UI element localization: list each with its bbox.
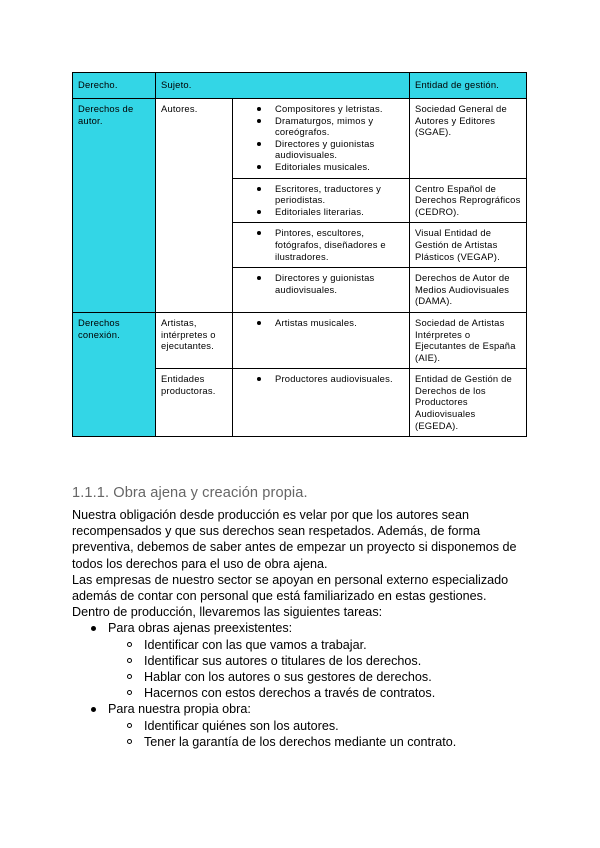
paragraph: Dentro de producción, llevaremos las siguientes tareas: bbox=[72, 605, 383, 620]
task-group bbox=[108, 701, 542, 750]
list-item: Compositores y letristas. bbox=[275, 103, 404, 115]
list-item: Artistas musicales. bbox=[275, 317, 404, 329]
table-row bbox=[73, 99, 527, 179]
derecho-cell: Derechos conexión. bbox=[73, 312, 156, 436]
list-item: Escritores, traductores y periodistas. bbox=[275, 183, 404, 206]
sujeto-cell: Entidades productoras. bbox=[156, 369, 233, 437]
entidad-cell: Centro Español de Derechos Reprográficos (CEDRO). bbox=[410, 178, 527, 223]
section-heading: 1.1.1. Obra ajena y creación propia. bbox=[72, 485, 308, 501]
list-item: Identificar quiénes son los autores. bbox=[144, 718, 542, 734]
paragraph: Nuestra obligación desde producción es velar por que los autores sean recompensados y que sus derechos sean respetados. Además, de forma preventiva, debemos de saber antes de empezar un proyecto si disponemos de todos los derechos para el uso de obra ajena. bbox=[72, 508, 517, 571]
task-sublist bbox=[108, 637, 542, 702]
entidad-cell: Entidad de Gestión de Derechos de los Productores Audiovisuales (EGEDA). bbox=[410, 369, 527, 437]
list-item: Directores y guionistas audiovisuales. bbox=[275, 272, 404, 295]
table-header-row bbox=[73, 73, 527, 99]
list-item: Hacernos con estos derechos a través de contratos. bbox=[144, 685, 542, 701]
list-item: Identificar con las que vamos a trabajar. bbox=[144, 637, 542, 653]
roles-cell bbox=[233, 312, 410, 368]
entidad-cell: Sociedad de Artistas Intérpretes o Ejecutantes de España (AIE). bbox=[410, 312, 527, 368]
paragraph: Las empresas de nuestro sector se apoyan en personal externo especializado además de contar con personal que está familiarizado en estas gestiones. bbox=[72, 572, 509, 604]
derecho-cell: Derechos de autor. bbox=[73, 99, 156, 313]
roles-cell bbox=[233, 268, 410, 313]
entidad-cell: Visual Entidad de Gestión de Artistas Plásticos (VEGAP). bbox=[410, 223, 527, 268]
list-item: Editoriales musicales. bbox=[275, 161, 404, 173]
task-list bbox=[72, 620, 542, 750]
header-sujeto: Sujeto. bbox=[156, 73, 410, 99]
rights-table bbox=[72, 72, 527, 437]
roles-cell bbox=[233, 99, 410, 179]
header-entidad: Entidad de gestión. bbox=[410, 73, 527, 99]
task-group-label: Para nuestra propia obra: bbox=[108, 702, 251, 717]
table-row bbox=[73, 312, 527, 368]
list-item: Productores audiovisuales. bbox=[275, 373, 404, 385]
task-sublist bbox=[108, 718, 542, 750]
task-group-label: Para obras ajenas preexistentes: bbox=[108, 621, 293, 636]
entidad-cell: Derechos de Autor de Medios Audiovisuales (DAMA). bbox=[410, 268, 527, 313]
list-item: Identificar sus autores o titulares de los derechos. bbox=[144, 653, 542, 669]
sujeto-cell: Autores. bbox=[156, 99, 233, 313]
roles-cell bbox=[233, 178, 410, 223]
list-item: Pintores, escultores, fotógrafos, diseñadores e ilustradores. bbox=[275, 227, 404, 262]
header-derecho: Derecho. bbox=[73, 73, 156, 99]
list-item: Hablar con los autores o sus gestores de derechos. bbox=[144, 669, 542, 685]
entidad-cell: Sociedad General de Autores y Editores (SGAE). bbox=[410, 99, 527, 179]
section-body bbox=[72, 507, 542, 750]
list-item: Tener la garantía de los derechos mediante un contrato. bbox=[144, 734, 542, 750]
list-item: Dramaturgos, mimos y coreógrafos. bbox=[275, 115, 404, 138]
sujeto-cell: Artistas, intérpretes o ejecutantes. bbox=[156, 312, 233, 368]
roles-cell bbox=[233, 369, 410, 437]
task-group bbox=[108, 620, 542, 701]
roles-cell bbox=[233, 223, 410, 268]
list-item: Editoriales literarias. bbox=[275, 206, 404, 218]
list-item: Directores y guionistas audiovisuales. bbox=[275, 138, 404, 161]
